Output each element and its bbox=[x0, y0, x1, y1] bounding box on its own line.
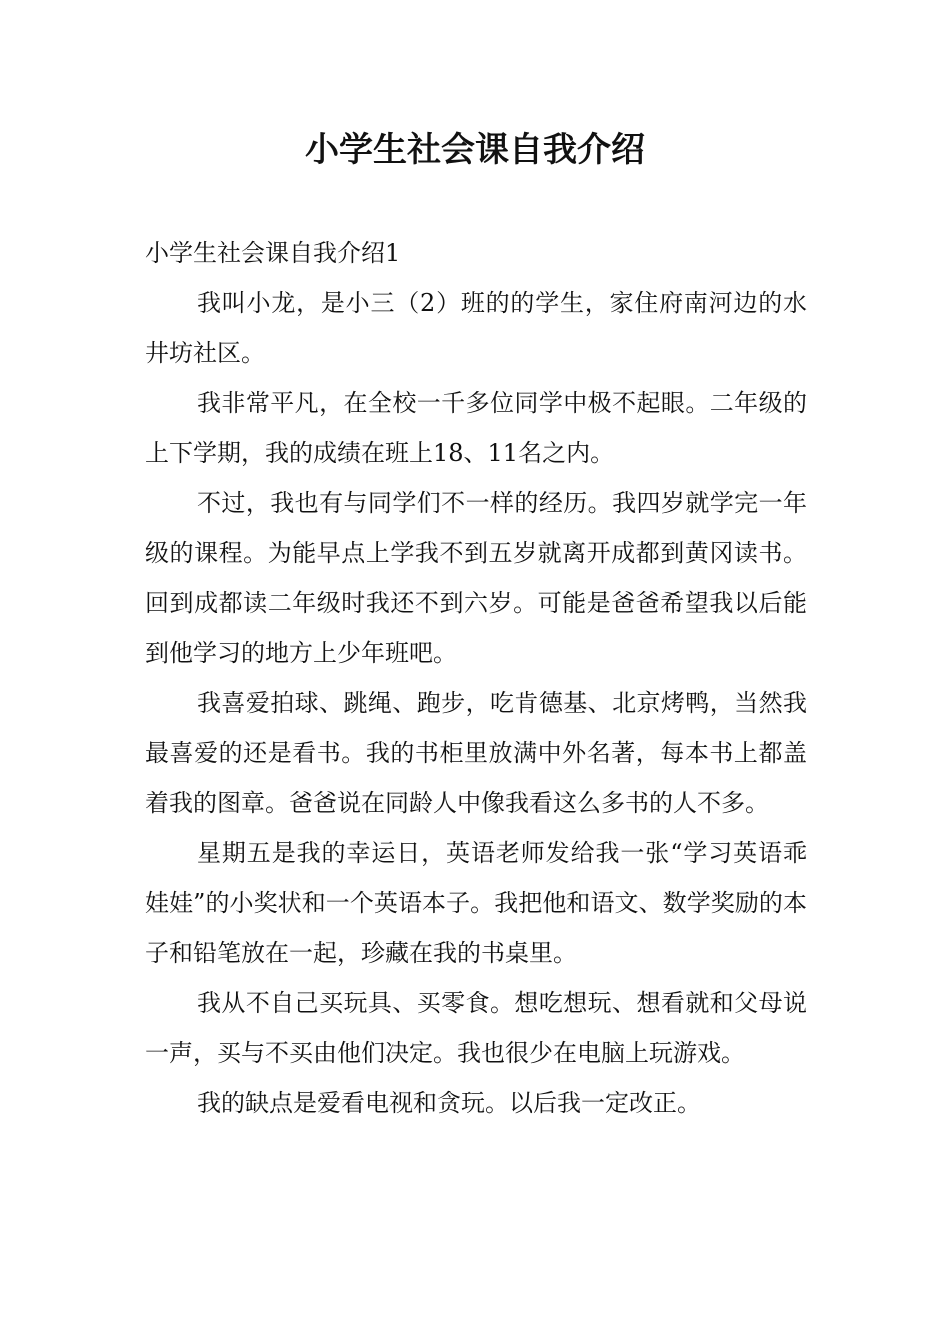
paragraph-3: 不过，我也有与同学们不一样的经历。我四岁就学完一年级的课程。为能早点上学我不到五岁就离开成都到黄冈读书。回到成都读二年级时我还不到六岁。可能是爸爸希望我以后能到他学习的地方上少年班吧。 bbox=[145, 489, 807, 667]
paragraph-7: 我的缺点是爱看电视和贪玩。以后我一定改正。 bbox=[197, 1089, 701, 1117]
document-body bbox=[145, 228, 807, 1128]
paragraph-6: 我从不自己买玩具、买零食。想吃想玩、想看就和父母说一声，买与不买由他们决定。我也很少在电脑上玩游戏。 bbox=[145, 989, 807, 1067]
paragraph-1: 我叫小龙，是小三（2）班的的学生，家住府南河边的水井坊社区。 bbox=[145, 289, 807, 367]
paragraph-2: 我非常平凡，在全校一千多位同学中极不起眼。二年级的上下学期，我的成绩在班上18、11名之内。 bbox=[145, 389, 807, 467]
paragraph-4: 我喜爱拍球、跳绳、跑步，吃肯德基、北京烤鸭，当然我最喜爱的还是看书。我的书柜里放满中外名著，每本书上都盖着我的图章。爸爸说在同龄人中像我看这么多书的人不多。 bbox=[145, 689, 807, 817]
paragraph-5: 星期五是我的幸运日，英语老师发给我一张“学习英语乖娃娃”的小奖状和一个英语本子。我把他和语文、数学奖励的本子和铅笔放在一起，珍藏在我的书桌里。 bbox=[145, 839, 807, 967]
section-heading: 小学生社会课自我介绍1 bbox=[145, 239, 401, 267]
document-title: 小学生社会课自我介绍 bbox=[305, 130, 645, 170]
